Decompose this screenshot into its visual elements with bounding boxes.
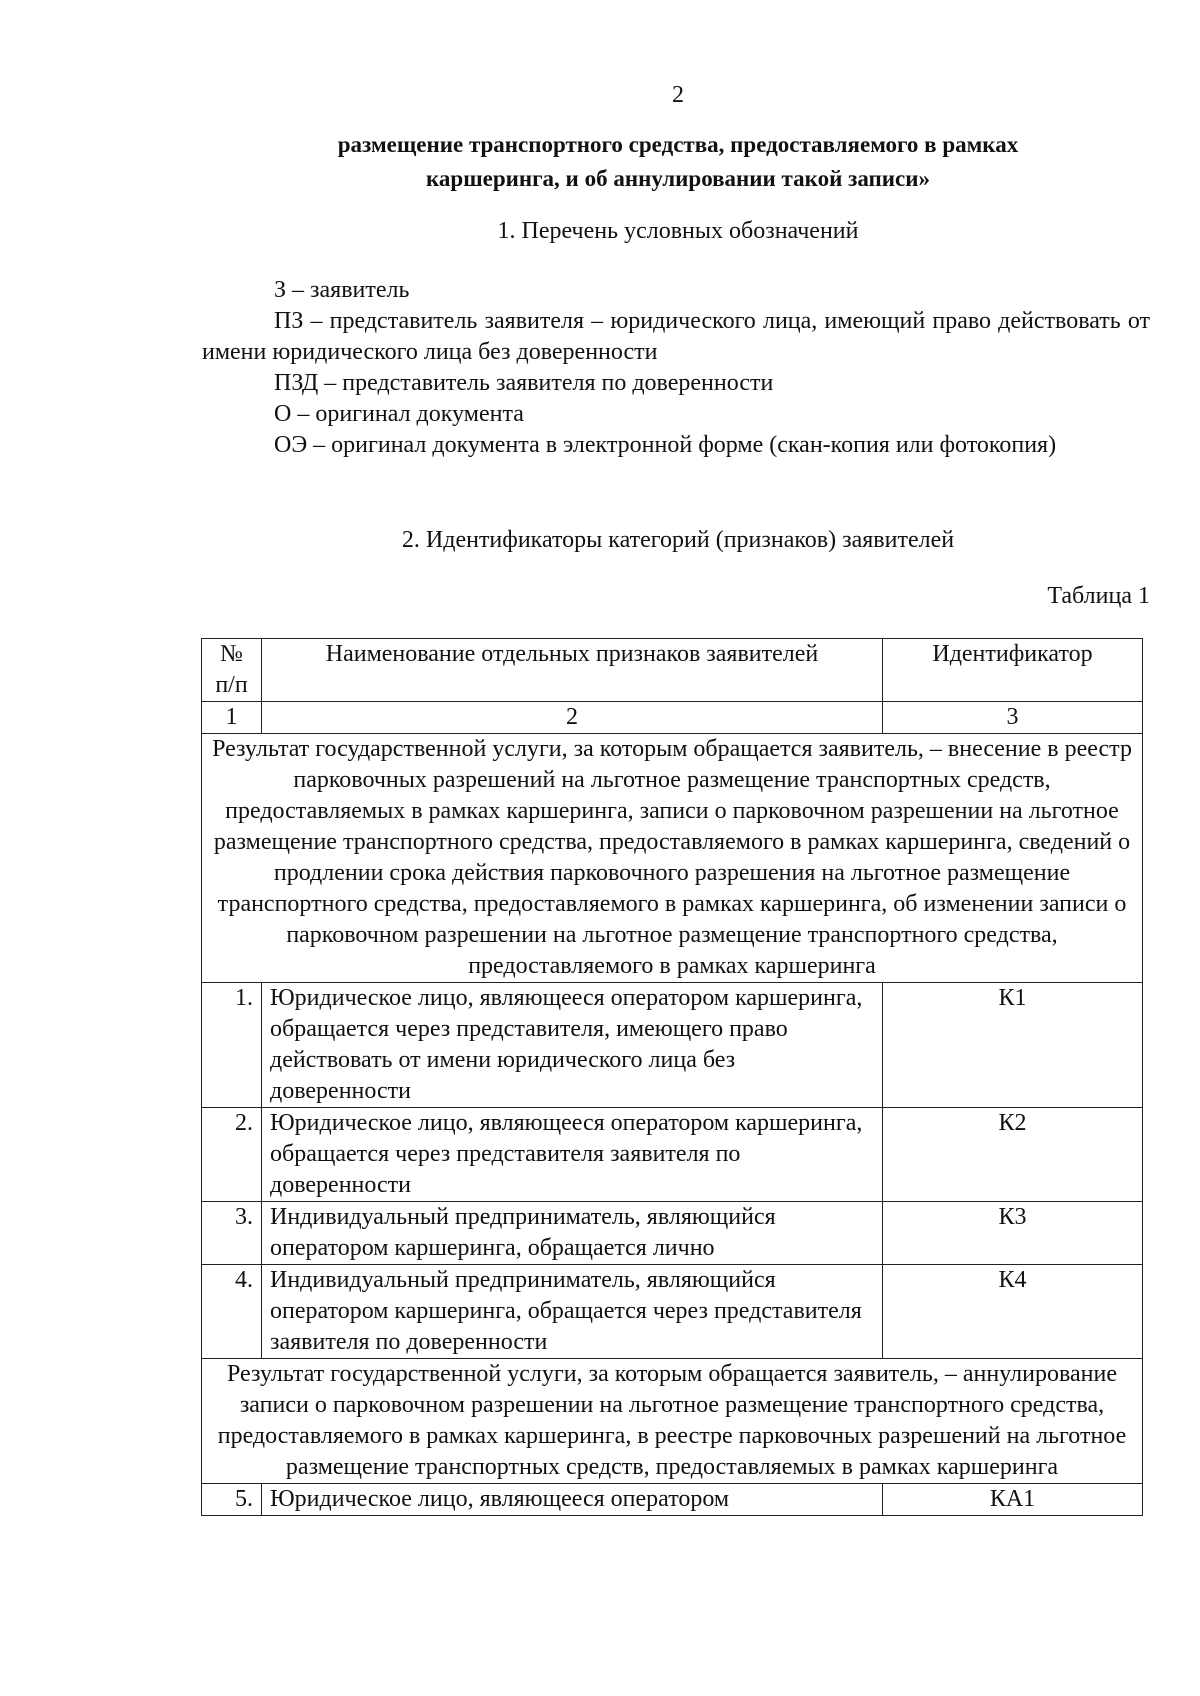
- row-id: К1: [883, 983, 1143, 1108]
- row-num: 1.: [202, 983, 262, 1108]
- legend-item: ПЗ – представитель заявителя – юридического лица, имеющий право действовать от имени юридического лица без доверенности: [202, 308, 1150, 365]
- header-name: Наименование отдельных признаков заявителей: [262, 639, 883, 702]
- legend-item: ОЭ – оригинал документа в электронной форме (скан-копия или фотокопия): [274, 432, 1057, 458]
- column-index: 1: [202, 702, 262, 734]
- header-num: № п/п: [202, 639, 262, 702]
- row-id: К2: [883, 1108, 1143, 1202]
- column-index: 2: [262, 702, 883, 734]
- group-heading: Результат государственной услуги, за которым обращается заявитель, – аннулирование записи о парковочном разрешении на льготное размещение транспортного средства, предоставляемого в рамках каршеринга, в реестре парковочных разрешений на льготное размещение транспортных средств, предоставляемых в рамках каршеринга: [202, 1359, 1143, 1484]
- row-id: К3: [883, 1202, 1143, 1265]
- row-name: Юридическое лицо, являющееся оператором каршеринга, обращается через представителя, имеющего право действовать от имени юридического лица без доверенности: [262, 983, 883, 1108]
- header-id: Идентификатор: [883, 639, 1143, 702]
- group-heading: Результат государственной услуги, за которым обращается заявитель, – внесение в реестр парковочных разрешений на льготное размещение транспортных средств, предоставляемых в рамках каршеринга, записи о парковочном разрешении на льготное размещение транспортного средства, предоставляемого в рамках каршеринга, сведений о продлении срока действия парковочного разрешения на льготное размещение транспортного средства, предоставляемого в рамках каршеринга, об изменении записи о парковочном разрешении на льготное размещение транспортного средства, предоставляемого в рамках каршеринга: [202, 734, 1143, 983]
- group-row-result-1: [202, 734, 1143, 983]
- table-row: [202, 983, 1143, 1108]
- row-num: 4.: [202, 1265, 262, 1359]
- row-id: К4: [883, 1265, 1143, 1359]
- title-line: размещение транспортного средства, предоставляемого в рамках: [337, 132, 1019, 157]
- identifiers-table: [201, 638, 1143, 1516]
- page-number: 2: [672, 82, 684, 108]
- column-index-row: [202, 702, 1143, 734]
- row-id: КА1: [883, 1484, 1143, 1516]
- row-num: 3.: [202, 1202, 262, 1265]
- table-row: [202, 1265, 1143, 1359]
- section-heading-identifiers: 2. Идентификаторы категорий (признаков) заявителей: [401, 527, 955, 553]
- document-title: [200, 128, 1156, 196]
- legend-item: О – оригинал документа: [274, 401, 524, 427]
- table-row: [202, 1108, 1143, 1202]
- row-name: Индивидуальный предприниматель, являющийся оператором каршеринга, обращается через представителя заявителя по доверенности: [262, 1265, 883, 1359]
- row-num: 5.: [202, 1484, 262, 1516]
- table-header-row: [202, 639, 1143, 702]
- legend-item: З – заявитель: [274, 277, 410, 303]
- row-name: Индивидуальный предприниматель, являющийся оператором каршеринга, обращается лично: [262, 1202, 883, 1265]
- title-line: каршеринга, и об аннулировании такой записи»: [426, 166, 930, 191]
- legend-list: [202, 275, 1150, 461]
- section-heading-legend: 1. Перечень условных обозначений: [497, 218, 859, 244]
- table-row: [202, 1202, 1143, 1265]
- row-name: Юридическое лицо, являющееся оператором каршеринга, обращается через представителя заявителя по доверенности: [262, 1108, 883, 1202]
- table-label: Таблица 1: [1047, 583, 1150, 609]
- row-name: Юридическое лицо, являющееся оператором: [262, 1484, 883, 1516]
- row-num: 2.: [202, 1108, 262, 1202]
- legend-item: ПЗД – представитель заявителя по доверенности: [274, 370, 774, 396]
- column-index: 3: [883, 702, 1143, 734]
- group-row-result-2: [202, 1359, 1143, 1484]
- table-row: [202, 1484, 1143, 1516]
